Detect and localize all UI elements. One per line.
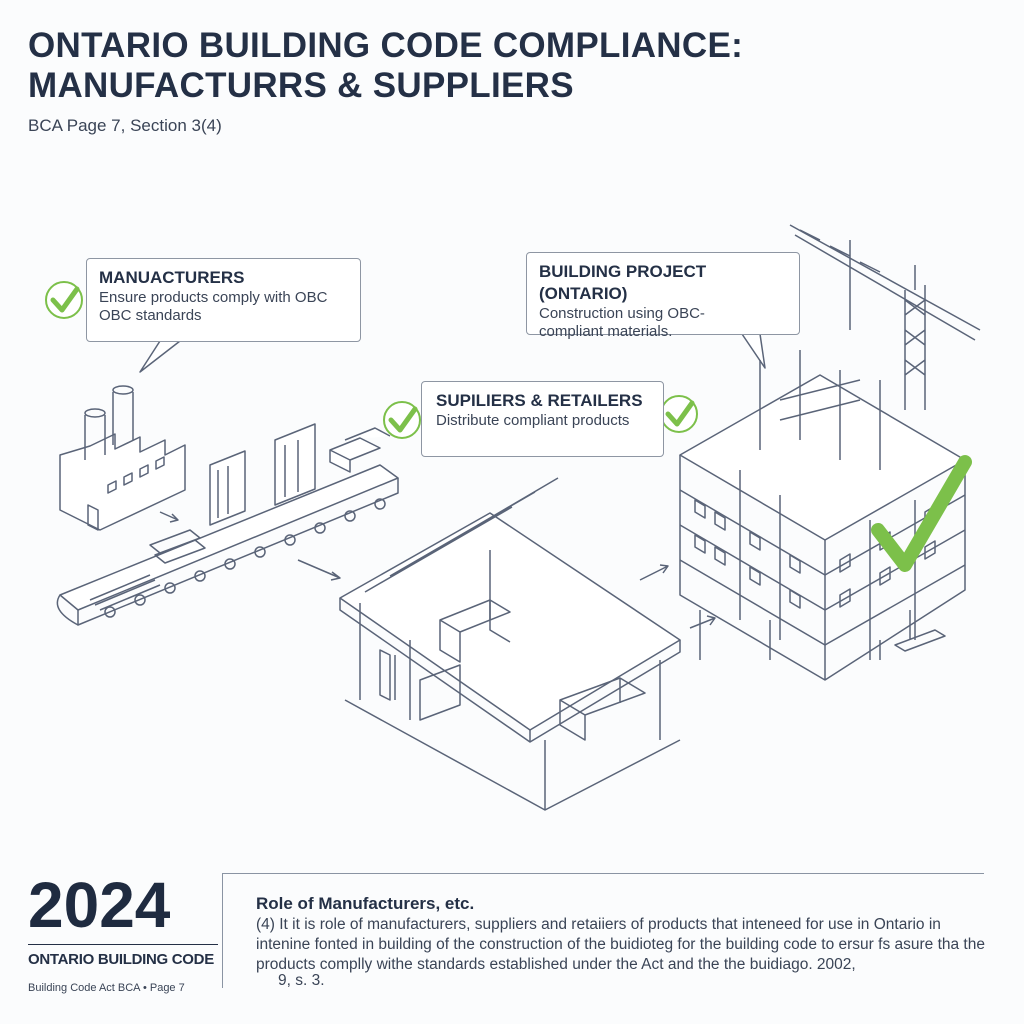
section-text: (4) It it is role of manufacturers, suppliers and retaiiers of products that inteneed for use in Ontario in intenine fonted in building of the construction of the buidioteg for the building code to ersur fs asure tha the products complly withe standards established under the Act and the the buidiago. 2002,	[256, 916, 985, 973]
section-title: Role of Manufacturers, etc.	[256, 894, 475, 913]
code-name-label: ONTARIO BUILDING CODE	[28, 944, 218, 968]
page-title: ONTARIO BUILDING CODE COMPLIANCE: MANUFACTURRS & SUPPLIERS	[28, 26, 744, 105]
building-icon	[680, 350, 965, 680]
page-subtitle: BCA Page 7, Section 3(4)	[28, 116, 222, 135]
check-icon	[384, 402, 420, 438]
check-icon	[661, 396, 697, 432]
factory-icon	[60, 386, 185, 530]
check-icon	[46, 282, 82, 318]
manufacturers-heading: MANUACTURERS	[99, 268, 245, 287]
section-citation: 9, s. 3.	[278, 972, 325, 989]
footer-badge	[28, 870, 218, 994]
act-reference: Building Code Act BCA • Page 7	[28, 982, 185, 994]
suppliers-callout	[421, 381, 664, 457]
manufacturers-text: Ensure products comply with OBC OBC standards	[99, 289, 328, 324]
suppliers-heading: SUPILIERS & RETAILERS	[436, 391, 643, 410]
warehouse-icon	[340, 478, 680, 810]
divider	[222, 873, 984, 874]
suppliers-text: Distribute compliant products	[436, 412, 630, 429]
year-label: 2024	[28, 869, 171, 941]
project-heading: BUILDING PROJECT (ONTARIO)	[539, 262, 707, 303]
manufacturers-callout	[86, 258, 361, 342]
project-text: Construction using OBC-compliant materials.	[539, 305, 705, 340]
project-callout	[526, 252, 800, 340]
divider	[222, 873, 223, 988]
